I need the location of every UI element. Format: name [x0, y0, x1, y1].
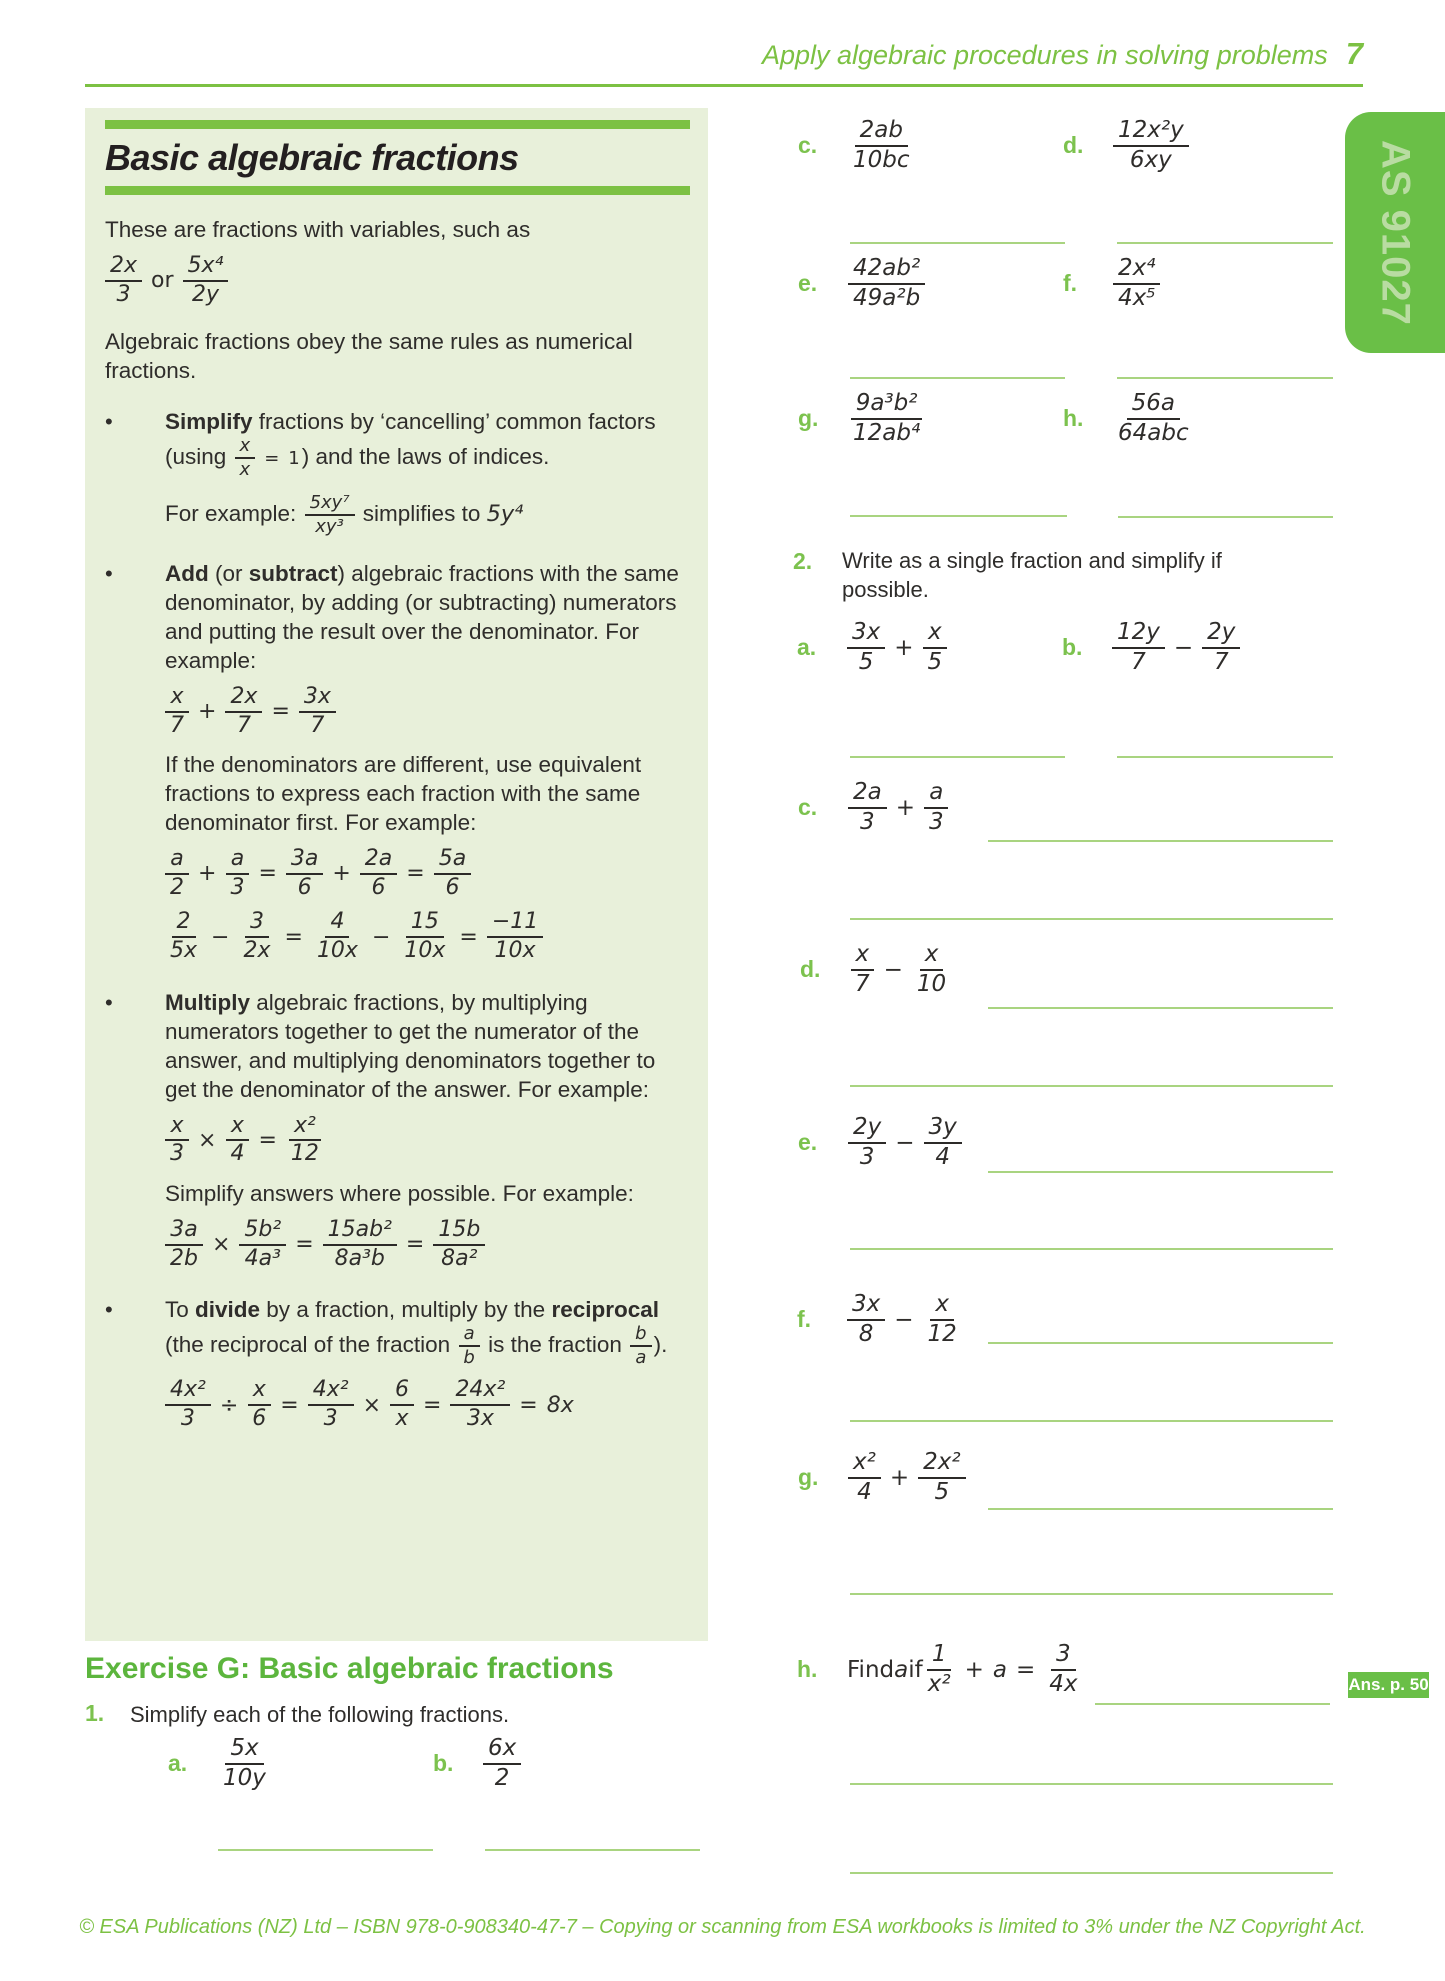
subtract-example-equation: 2 5x − $\frac{3}{2x}$ = $\frac{4}{10x}$ − $\frac{15}{10x}$ = $\frac{-11}{10x}$: [165, 910, 690, 963]
answer-line-q2h-full2: [850, 1872, 1333, 1874]
q2-item-e: e. 2y 3 − $\frac{3y}{4}$: [798, 1115, 962, 1171]
bullet-simplify: [105, 407, 690, 537]
answer-line-q1h: [1118, 516, 1333, 518]
answer-line-q2f-right: [988, 1342, 1333, 1344]
answer-line-q2e-full: [850, 1248, 1333, 1250]
answer-line-q2h-full1: [850, 1783, 1333, 1785]
answer-line-q2c-right: [988, 840, 1333, 842]
simplify-example-fraction: 5xy⁷ xy³: [305, 493, 355, 537]
q2-number: 2.: [793, 548, 813, 574]
q2-item-d: d. x 7 − $\frac{x}{10}$: [800, 941, 947, 997]
q1-item-d: d. 12x²y 6xy: [1063, 118, 1189, 174]
multiply-example-equation: $\frac{x}{3}$ × $\frac{x}{4}$ = $\frac{\text{x²}}{12}$: [165, 1114, 690, 1167]
answer-line-q2a: [850, 756, 1065, 758]
q2-item-b: b. 12y 7 − $\frac{2y}{7}$: [1062, 620, 1240, 676]
add-example-equation: x 7 + $\frac{2x}{7}$ = $\frac{3x}{7}$: [165, 685, 690, 738]
answer-line-q1b: [485, 1849, 700, 1851]
divide-text: To divide by a fraction, multiply by the reciprocal (the reciprocal of the fraction a b is the fraction b a ).: [165, 1297, 668, 1369]
q1-item-b: b. 6x 2: [433, 1736, 521, 1792]
theory-box: [85, 108, 708, 1641]
answer-line-q2f-full: [850, 1420, 1333, 1422]
bullet-add: [105, 559, 690, 966]
bullet-marker: •: [105, 560, 113, 586]
bullet-multiply: [105, 988, 690, 1274]
q1-item-e: e. 42ab² 49a²b: [798, 256, 925, 312]
standard-tab: [1345, 112, 1445, 353]
multiply-simplify-equation: $\frac{3a}{2b}$ × $\frac{\text{5b²}}{\text{4a³}}$ = $\frac{\text{15ab²}}{\text{8a³b}}$ = $\frac{15b}{\text{8a²}}$: [165, 1218, 690, 1271]
add-text: Add (or subtract) algebraic fractions with the same denominator, by adding (or subtracting) numerators and putting the result over the denominator. For example:: [165, 560, 679, 673]
simplify-text: Simplify fractions by ‘cancelling’ common factors (using $\frac{x}{x}$ = 1 ) and the laws of indices.: [165, 409, 656, 481]
q1-instruction: Simplify each of the following fractions.: [130, 1702, 510, 1727]
multiply-text: Multiply algebraic fractions, by multiplying numerators together to get the numerator of the answer, and multiplying denominators together to get the denominator of the answer. For example:: [165, 989, 656, 1102]
q2-item-g: g. x² 4 + $\frac{\text{2x²}}{5}$: [798, 1450, 966, 1506]
intro-text-1: These are fractions with variables, such as: [105, 217, 531, 242]
answer-line-q1a: [218, 1849, 433, 1851]
bullet-marker: •: [105, 1297, 113, 1323]
q2-item-f: f. 3x 8 − $\frac{x}{12}$: [797, 1291, 957, 1347]
a-over-b-fraction: a b: [458, 1324, 479, 1368]
answer-line-q2g-full: [850, 1593, 1333, 1595]
answer-line-q2e-right: [988, 1171, 1333, 1173]
exercise-heading: Exercise G: Basic algebraic fractions: [85, 1652, 614, 1685]
intro-text-2: Algebraic fractions obey the same rules as numerical fractions.: [105, 329, 633, 384]
x-over-x-fraction: $\frac{x}{x}$ = 1: [235, 436, 300, 480]
answer-line-q2d-full: [850, 1085, 1333, 1087]
standard-tab-label: AS 91027: [1373, 139, 1418, 326]
bullet-marker: •: [105, 989, 113, 1015]
theory-title: Basic algebraic fractions: [105, 137, 519, 178]
simplify-answers-text: Simplify answers where possible. For example:: [165, 1180, 634, 1206]
answer-line-q1d: [1117, 242, 1333, 244]
answer-line-q2c-full: [850, 918, 1333, 920]
q1-item-g: g. 9a³b² 12ab⁴: [798, 391, 925, 447]
header-rule: [85, 84, 1363, 87]
answer-line-q1f: [1117, 377, 1333, 379]
bullet-divide: [105, 1295, 690, 1434]
q1-item-h: h. 56a 64abc: [1063, 390, 1189, 446]
chapter-title: Apply algebraic procedures in solving problems: [761, 40, 1328, 70]
simplify-example: For example: 5xy⁷ xy³ simplifies to 5y⁴: [165, 491, 524, 537]
footer-copyright: © ESA Publications (NZ) Ltd – ISBN 978-0-908340-47-7 – Copying or scanning from ESA workbooks is limited to 3% under the NZ Copyright Act.: [79, 1916, 1366, 1938]
q1-item-a: a. 5x 10y: [168, 1735, 266, 1791]
equivalent-fractions-equation: a 2 + $\frac{a}{3}$ = $\frac{3a}{6}$ + $\frac{2a}{6}$ = $\frac{5a}{6}$: [165, 847, 690, 900]
q2-item-c: c. 2a 3 + $\frac{a}{3}$: [798, 780, 949, 836]
b-over-a-fraction: b a: [630, 1324, 651, 1368]
q1-number: 1.: [85, 1700, 105, 1726]
answer-line-q1g: [850, 515, 1067, 517]
answer-line-q1e: [850, 377, 1065, 379]
answer-line-q2d-right: [988, 1007, 1333, 1009]
q2-item-a: a. 3x 5 + $\frac{x}{5}$: [797, 620, 947, 676]
title-bar-top: [105, 120, 690, 129]
answers-page-badge: Ans. p. 50: [1348, 1672, 1429, 1698]
q2-item-h: h. Find a if 1 x² + a = $\frac{3}{4x}$: [797, 1641, 1078, 1697]
title-bar-bottom: [105, 186, 690, 195]
intro-equation: 2x 3 or 5x⁴ 2y: [105, 254, 690, 307]
page-number: 7: [1345, 36, 1363, 71]
different-denominator-text: If the denominators are different, use equivalent fractions to express each fraction with the same denominator first. For example:: [165, 752, 642, 836]
bullet-marker: •: [105, 409, 113, 435]
answer-line-q2b: [1117, 756, 1333, 758]
answer-line-q1c: [850, 242, 1065, 244]
q2-instruction: Write as a single fraction and simplify if possible.: [842, 548, 1222, 602]
q1-item-f: f. 2x⁴ 4x⁵: [1063, 256, 1160, 312]
page-header: [762, 36, 1363, 72]
q1-item-c: c. 2ab 10bc: [798, 117, 910, 173]
answer-line-q2h-right: [1095, 1703, 1330, 1705]
answer-line-q2g-right: [988, 1508, 1333, 1510]
divide-example-equation: $\frac{\text{4x²}}{3}$ ÷ $\frac{x}{6}$ = $\frac{\text{4x²}}{3}$ × $\frac{6}{x}$ = $\frac{\text{24x²}}{3x}$ = 8x: [165, 1378, 690, 1431]
